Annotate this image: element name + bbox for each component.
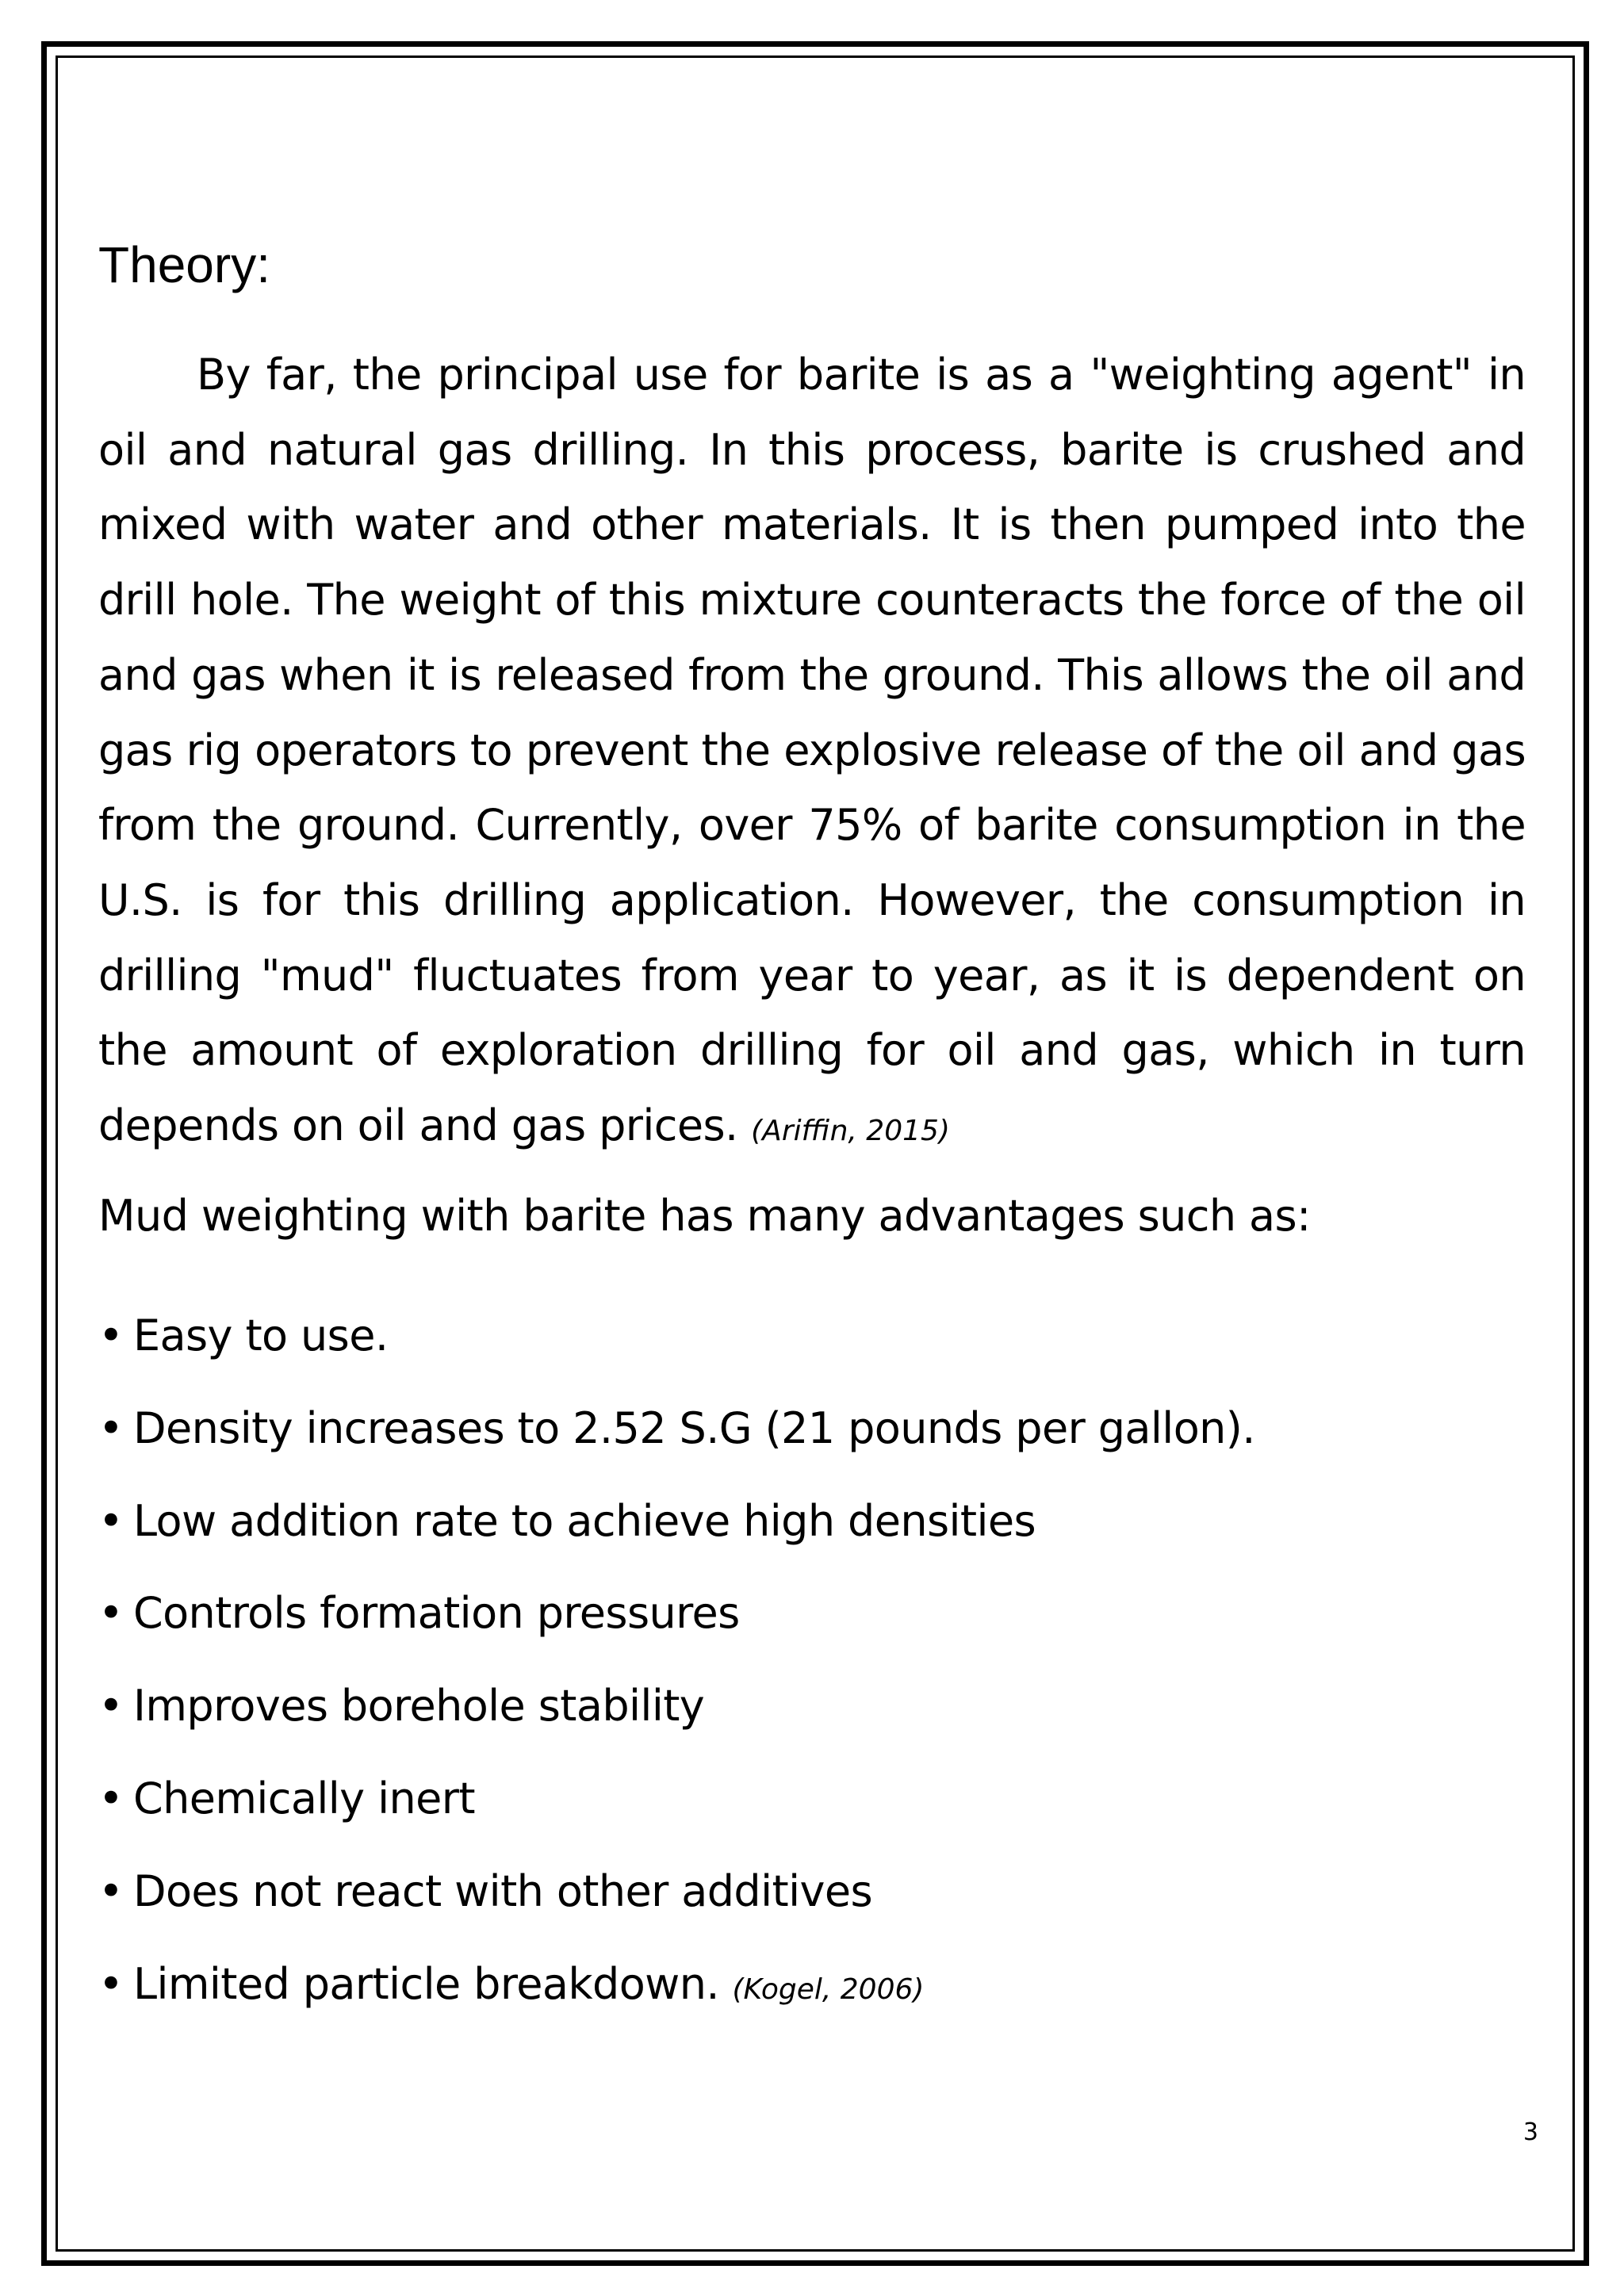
list-item [98,1958,1255,2051]
list-item-text: Low addition rate to achieve high densities [133,1495,1036,1546]
list-item [98,1773,1255,1866]
bullet-icon: • [98,1402,124,1453]
list-citation: (Kogel, 2006) [732,1973,925,2006]
bullet-icon: • [98,1773,124,1823]
list-item-text: Chemically inert [133,1773,475,1823]
bullet-icon: • [98,1681,124,1732]
advantages-list [98,1310,1255,2050]
list-item-text: Does not react with other additives [133,1866,872,1916]
list-item [98,1310,1255,1402]
section-heading: Theory: [98,236,270,293]
bullet-icon: • [98,1495,124,1546]
page-number: 3 [1522,2118,1538,2146]
paragraph-citation: (Ariffin, 2015) [751,1115,950,1148]
paragraph-text: By far, the principal use for barite is as a "weighting agent" in oil and natural gas drilling. In this process, barite is crushed and mixed with water and other materials. It is then pumped into the drill hole. The weight of this mixture counteracts the force of the oil and gas when it is released from the ground. This allows the oil and gas rig operators to prevent the explosive release of the oil and gas from the ground. Currently, over 75% of barite consumption in the U.S. is for this drilling application. However, the consumption in drilling "mud" fluctuates from year to year, as it is dependent on the amount of exploration drilling for oil and gas, which in turn depends on oil and gas prices. [98,350,1526,1151]
bullet-icon: • [98,1311,124,1360]
bullet-icon: • [98,1958,124,2009]
list-item [98,1680,1255,1773]
list-item-text: Controls formation pressures [133,1588,740,1639]
bullet-icon: • [98,1588,124,1639]
list-item [98,1866,1255,1958]
list-item-text: Easy to use. [133,1311,389,1360]
bullet-icon: • [98,1866,124,1916]
list-item [98,1495,1255,1588]
list-item [98,1402,1255,1495]
list-item-text: Improves borehole stability [133,1681,705,1732]
list-item-text: Limited particle breakdown. [133,1958,719,2009]
list-item-text: Density increases to 2.52 S.G (21 pounds per gallon). [133,1402,1255,1453]
advantages-intro: Mud weighting with barite has many advantages such as: [98,1191,1311,1241]
theory-paragraph [98,338,1526,1169]
list-item [98,1587,1255,1680]
